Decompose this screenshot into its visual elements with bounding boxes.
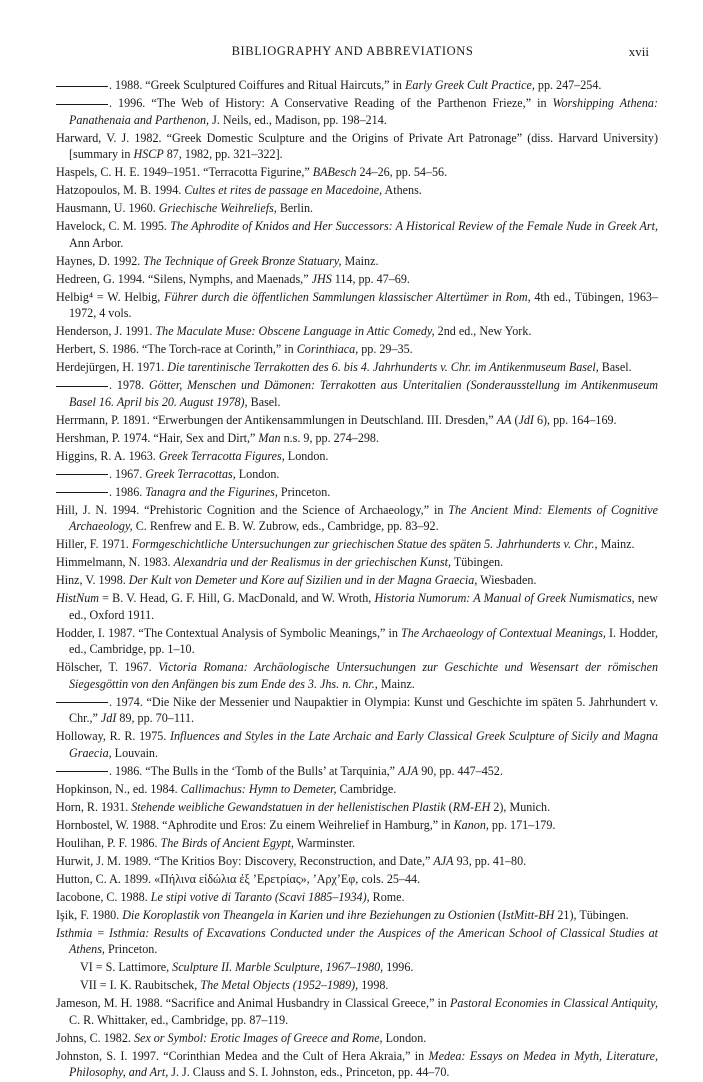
entry-text: London. (235, 466, 280, 481)
entry-italic-text: Callimachus: Hymn to Demeter, (180, 781, 337, 796)
entry-italic-text: Greek Terracottas, (145, 466, 236, 481)
entry-text: Warminster. (293, 835, 356, 850)
entry-text: 4th ed., Tübingen, 1963–1972, 4 vols. (69, 289, 658, 320)
entry-text: ( (445, 799, 453, 814)
entry-text: Hinz, V. 1998. (56, 573, 129, 587)
entry-text: Haspels, C. H. E. 1949–1951. “Terracotta Figurine,” (56, 165, 313, 179)
ditto-rule (56, 702, 108, 703)
entry-text: Haynes, D. 1992. (56, 253, 144, 268)
bibliography-entry (56, 253, 658, 270)
bibliography-entry (56, 835, 658, 852)
entry-text: pp. 29–35. (358, 342, 413, 356)
entry-italic-text: Alexandria und der Realismus in der griechischen Kunst, (173, 555, 452, 569)
entry-text: J. J. Clauss and S. I. Johnston, eds., Princeton, pp. 44–70. (168, 1065, 450, 1079)
page-number: xvii (628, 44, 649, 59)
bibliography-entry (56, 781, 658, 798)
bibliography-entry (56, 484, 658, 501)
entry-text: . 1986. “The Bulls in the ‘Tomb of the Bulls’ at Tarquinia,” (109, 763, 399, 778)
entry-text: 21), Tübingen. (554, 907, 629, 922)
entry-italic-text: Sex or Symbol: Erotic Images of Greece and Rome, (133, 1030, 383, 1045)
entry-italic-text: Die tarentinische Terrakotten des 6. bis 4. Jahrhunderts v. Chr. im Antikenmuseum Basel, (167, 360, 599, 374)
entry-italic-text: Die Koroplastik von Theangela in Karien und ihre Beziehungen zu Ostionien (122, 907, 495, 922)
entry-text: Ann Arbor. (69, 235, 124, 250)
bibliography-entry (56, 763, 658, 780)
bibliography-entry (56, 625, 658, 658)
entry-italic-text: Early Greek Cult Practice, (405, 78, 535, 92)
entry-text: . 1967. (109, 466, 146, 481)
bibliography-entry (56, 554, 658, 571)
entry-text: . 1974. “Die Nike der Messenier und Naupaktier in Olympia: Kunst und Geschichte im späten 5. Jahrhundert v. Chr.,” (69, 694, 658, 725)
entry-text: . 1996. “The Web of History: A Conservative Reading of the Parthenon Frieze,” in (109, 96, 553, 110)
entry-italic-text: Influences and Styles in the Late Archaic and Early Classical Greek Sculpture of Sicily and Magna Graecia, (69, 729, 658, 760)
bibliography-entry (56, 430, 658, 447)
entry-italic-text: The Archaeology of Contextual Meanings, (401, 625, 606, 640)
entry-italic-text: Götter, Menschen und Dämonen: Terrakotten aus Unteritalien (Sonderausstellung im Antikenmuseum Basel 16. April bis 20. August 1978), (69, 378, 658, 409)
bibliography-entry (56, 323, 658, 340)
entry-text: . 1986. (109, 484, 146, 499)
entry-text: Havelock, C. M. 1995. (56, 219, 171, 233)
entry-italic-text: Cultes et rites de passage en Macedoine, (184, 183, 383, 197)
bibliography-entry (56, 659, 658, 692)
entry-text: Jameson, M. H. 1988. “Sacrifice and Animal Husbandry in Classical Greece,” in (56, 996, 451, 1010)
entry-text: 2), Munich. (490, 799, 551, 814)
entry-italic-text: Medea: Essays on Medea in Myth, Literature, Philosophy, and Art, (69, 1048, 658, 1079)
entry-italic-text: IstMitt-BH (501, 907, 555, 922)
entry-text: Hershman, P. 1974. “Hair, Sex and Dirt,” (56, 430, 259, 445)
entry-text: 93, pp. 41–80. (453, 853, 527, 868)
entry-italic-text: Le stipi votive di Taranto (Scavi 1885–1934), (150, 889, 370, 904)
entry-text: Hill, J. N. 1994. “Prehistoric Cognition and the Science of Archaeology,” in (56, 502, 449, 517)
entry-text: 90, pp. 447–452. (418, 763, 503, 778)
entry-text: Hutton, C. A. 1899. «Πήλινα εἰδώλια ἐξ ’Ερετρίας», ’Αρχ’Εφ, cols. 25–44. (56, 871, 421, 886)
entry-text: . 1978. (109, 378, 149, 392)
running-head (56, 44, 649, 64)
bibliography-entry (56, 817, 658, 834)
entry-text: ( (494, 907, 502, 922)
entry-italic-text: JdI (518, 412, 534, 427)
entry-italic-text: The Technique of Greek Bronze Statuary, (143, 253, 342, 268)
bibliography-entry (56, 889, 658, 906)
entry-italic-text: The Aphrodite of Knidos and Her Successors: A Historical Review of the Female Nude in Greek Art, (170, 219, 658, 233)
entry-italic-text: The Ancient Mind: Elements of Cognitive Archaeology, (69, 502, 658, 533)
bibliography-entry (56, 182, 658, 199)
bibliography-entry (56, 502, 658, 535)
entry-text: Iacobone, C. 1988. (56, 889, 151, 904)
bibliography-entry (56, 412, 658, 429)
bibliography-entry (56, 536, 658, 553)
entry-text: 87, 1982, pp. 321–322]. (163, 147, 283, 161)
entry-italic-text: Victoria Romana: Archäologische Untersuchungen zur Geschichte und Wesensart der römischen Siegesgöttin von den Anfängen bis zum Ende des 3. Jhs. n. Chr., (69, 660, 658, 691)
entry-text: Helbig⁴ = W. Helbig, (56, 289, 165, 304)
ditto-rule (56, 474, 108, 475)
entry-italic-text: Pastoral Economies in Classical Antiquity, (450, 996, 658, 1010)
bibliography-entry (56, 95, 658, 128)
entry-text: Herbert, S. 1986. “The Torch-race at Corinth,” in (56, 342, 297, 356)
entry-italic-text: Sculpture II. Marble Sculpture, 1967–1980, (172, 960, 384, 974)
entry-text: 1998. (358, 978, 389, 992)
entry-italic-text: JdI (100, 711, 117, 725)
entry-text: Harward, V. J. 1982. “Greek Domestic Sculpture and the Origins of Private Art Patronage” (diss. Harvard University) [summary in (56, 130, 658, 161)
entry-italic-text: The Metal Objects (1952–1989), (200, 978, 359, 992)
bibliography-entry (56, 218, 658, 251)
entry-text: Princeton. (277, 484, 331, 499)
entry-italic-text: Historia Numorum: A Manual of Greek Numismatics, (374, 591, 635, 605)
entry-italic-text: Corinthiaca, (296, 342, 359, 356)
bibliography-entry (56, 289, 658, 322)
entry-text: new ed., Oxford 1911. (69, 591, 658, 622)
bibliography-entry (56, 200, 658, 217)
entry-text: VI = S. Lattimore, (80, 960, 173, 974)
entry-text: Princeton. (104, 942, 158, 956)
ditto-rule (56, 104, 108, 105)
entry-text: I. Hodder, ed., Cambridge, pp. 1–10. (69, 625, 659, 656)
bibliography-entry (56, 572, 658, 589)
entry-text: J. Neils, ed., Madison, pp. 198–214. (209, 112, 387, 127)
bibliography-entry (56, 341, 658, 358)
entry-italic-text: Tanagra and the Figurines, (145, 484, 278, 499)
entry-italic-text: Griechische Weihreliefs, (158, 201, 277, 215)
bibliography-entry (56, 907, 658, 924)
entry-text: Holloway, R. R. 1975. (56, 729, 170, 743)
entry-italic-text: Formgeschichtliche Untersuchungen zur griechischen Statue des späten 5. Jahrhunderts v. Chr., (131, 537, 598, 551)
entry-text: VII = I. K. Raubitschek, (80, 978, 201, 992)
bibliography-entry (56, 377, 658, 410)
entry-text: ( (511, 412, 519, 427)
entry-text: Tübingen. (451, 555, 504, 569)
entry-text: Hurwit, J. M. 1989. “The Kritios Boy: Discovery, Reconstruction, and Date,” (56, 853, 434, 868)
bibliography-list (56, 77, 658, 1082)
entry-text: . 1988. “Greek Sculptured Coiffures and Ritual Haircuts,” in (109, 78, 406, 92)
entry-text: Hölscher, T. 1967. (56, 660, 159, 674)
entry-italic-text: Isthmia = Isthmia: Results of Excavations Conducted under the Auspices of the American School of Classical Studies at Athens, (56, 925, 658, 956)
entry-text: London. (284, 448, 329, 463)
entry-italic-text: Führer durch die öffentlichen Sammlungen klassischer Altertümer in Rom, (164, 289, 531, 304)
entry-text: pp. 171–179. (488, 817, 556, 832)
entry-italic-text: AJA (433, 853, 454, 868)
bibliography-entry (56, 359, 658, 376)
entry-text: Hiller, F. 1971. (56, 537, 132, 551)
entry-text: Hodder, I. 1987. “The Contextual Analysis of Symbolic Meanings,” in (56, 625, 402, 640)
ditto-rule (56, 492, 108, 493)
ditto-rule (56, 86, 108, 87)
entry-text: Horn, R. 1931. (56, 799, 132, 814)
entry-text: 114, pp. 47–69. (331, 271, 410, 286)
entry-text: Berlin. (276, 201, 314, 215)
entry-italic-text: AJA (398, 763, 419, 778)
bibliography-entry (56, 1030, 658, 1047)
bibliography-entry (56, 694, 658, 727)
entry-text: Louvain. (111, 745, 159, 760)
entry-italic-text: HistNum (56, 591, 100, 605)
bibliography-entry (56, 995, 658, 1028)
bibliography-subentry (56, 977, 658, 994)
entry-text: Mainz. (597, 537, 635, 551)
entry-text: Işik, F. 1980. (56, 907, 123, 922)
entry-italic-text: Man (258, 430, 281, 445)
entry-text: 2nd ed., New York. (434, 324, 532, 338)
bibliography-entry (56, 448, 658, 465)
entry-text: pp. 247–254. (534, 78, 602, 92)
entry-text: Himmelmann, N. 1983. (56, 555, 174, 569)
entry-text: Henderson, J. 1991. (56, 324, 156, 338)
entry-italic-text: RM-EH (452, 799, 491, 814)
entry-italic-text: Der Kult von Demeter und Kore auf Sizilien und in der Magna Graecia, (128, 573, 478, 587)
entry-italic-text: Worshipping Athena: Panathenaia and Parthenon, (69, 96, 658, 127)
entry-text: Hausmann, U. 1960. (56, 201, 159, 215)
entry-italic-text: Kanon, (453, 817, 489, 832)
entry-italic-text: HSCP (133, 147, 164, 161)
bibliography-entry (56, 871, 658, 888)
bibliography-entry (56, 799, 658, 816)
bibliography-entry (56, 728, 658, 761)
entry-text: 1996. (383, 960, 414, 974)
bibliography-entry (56, 466, 658, 483)
bibliography-entry (56, 1048, 658, 1081)
bibliography-entry (56, 925, 658, 958)
entry-text: London. (382, 1030, 427, 1045)
entry-text: Mainz. (341, 253, 379, 268)
entry-text: 89, pp. 70–111. (116, 711, 195, 725)
entry-italic-text: Greek Terracotta Figures, (158, 448, 285, 463)
entry-text: Basel. (247, 394, 281, 409)
ditto-rule (56, 386, 108, 387)
entry-text: Rome. (369, 889, 405, 904)
entry-text: Basel. (598, 360, 632, 374)
entry-text: C. R. Whittaker, ed., Cambridge, pp. 87–119. (69, 1012, 289, 1027)
entry-text: Cambridge. (336, 781, 397, 796)
entry-text: = B. V. Head, G. F. Hill, G. MacDonald, and W. Wroth, (99, 591, 375, 605)
bibliography-subentry (56, 959, 658, 976)
bibliography-entry (56, 77, 658, 94)
bibliography-entry (56, 130, 658, 163)
entry-text: n.s. 9, pp. 274–298. (280, 430, 379, 445)
running-head-title: BIBLIOGRAPHY AND ABBREVIATIONS (231, 44, 474, 58)
entry-text: Johns, C. 1982. (56, 1030, 134, 1045)
bibliography-entry (56, 164, 658, 181)
entry-italic-text: The Birds of Ancient Egypt, (160, 835, 294, 850)
entry-text: 24–26, pp. 54–56. (356, 165, 448, 179)
bibliography-entry (56, 590, 658, 623)
entry-text: Hedreen, G. 1994. “Silens, Nymphs, and Maenads,” (56, 271, 312, 286)
entry-text: Mainz. (377, 676, 415, 691)
bibliography-entry (56, 271, 658, 288)
entry-text: Hopkinson, N., ed. 1984. (56, 781, 181, 796)
entry-text: Higgins, R. A. 1963. (56, 448, 159, 463)
bibliography-entry (56, 853, 658, 870)
entry-text: Wiesbaden. (477, 573, 537, 587)
ditto-rule (56, 771, 108, 772)
entry-text: Johnston, S. I. 1997. “Corinthian Medea and the Cult of Hera Akraia,” in (56, 1048, 429, 1063)
entry-italic-text: The Maculate Muse: Obscene Language in Attic Comedy, (155, 324, 435, 338)
entry-italic-text: BABesch (312, 165, 357, 179)
entry-text: Herrmann, P. 1891. “Erwerbungen der Antikensammlungen in Deutschland. III. Dresden,” (56, 412, 497, 427)
entry-italic-text: JHS (311, 271, 332, 286)
entry-text: C. Renfrew and E. B. W. Zubrow, eds., Cambridge, pp. 83–92. (132, 519, 439, 533)
entry-text: Houlihan, P. F. 1986. (56, 835, 161, 850)
entry-text: Herdejürgen, H. 1971. (56, 360, 168, 374)
entry-text: 6), pp. 164–169. (533, 412, 617, 427)
entry-text: Athens. (382, 183, 422, 197)
entry-text: Hornbostel, W. 1988. “Aphrodite und Eros: Zu einem Weihrelief in Hamburg,” in (56, 817, 454, 832)
entry-italic-text: Stehende weibliche Gewandstatuen in der hellenistischen Plastik (131, 799, 446, 814)
entry-text: Hatzopoulos, M. B. 1994. (56, 183, 185, 197)
entry-italic-text: AA (496, 412, 512, 427)
